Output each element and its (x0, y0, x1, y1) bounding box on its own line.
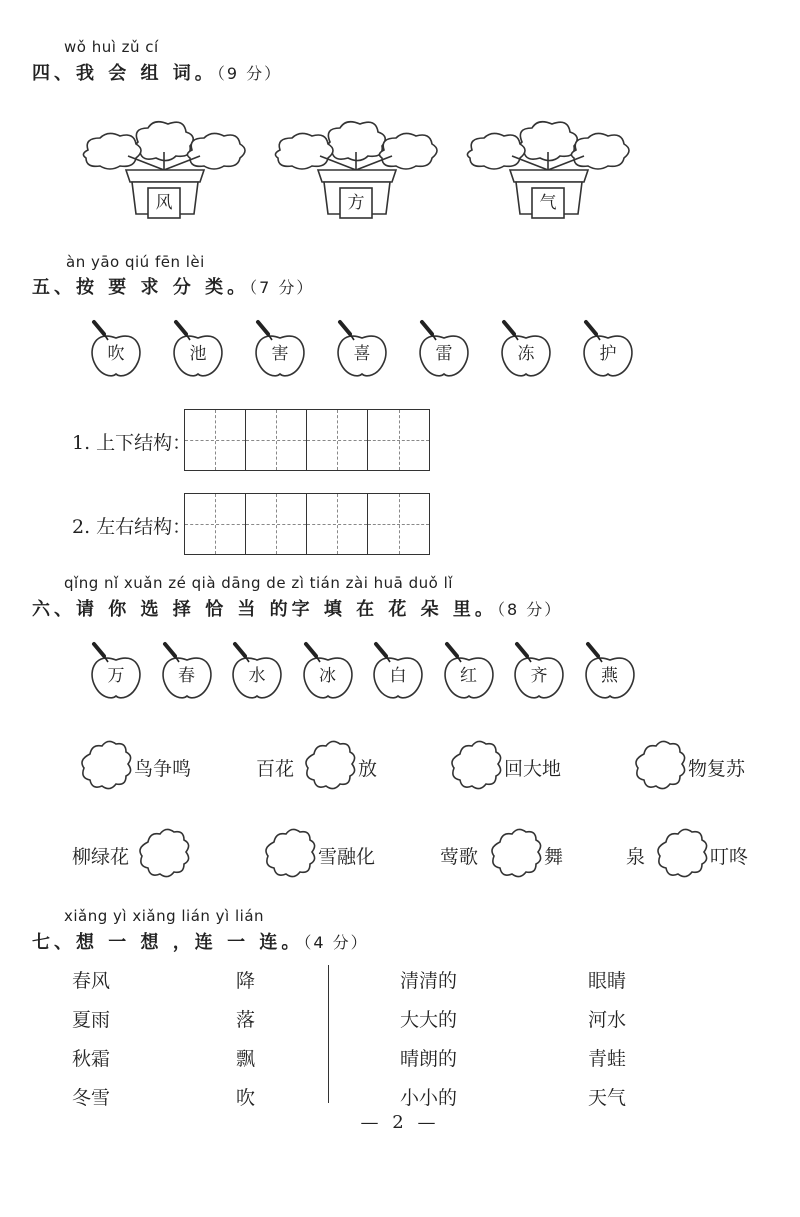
leaf-char: 万 (107, 666, 125, 686)
grid-cell[interactable] (368, 410, 429, 470)
leaf-card[interactable] (298, 640, 358, 704)
sec5-pinyin: àn yāo qiú fēn lèi (66, 253, 205, 271)
match-col2-item[interactable]: 吹 (236, 1087, 256, 1109)
match-col4-item[interactable]: 眼睛 (588, 970, 627, 992)
blank-c-after: 回大地 (504, 758, 562, 780)
leaf-card[interactable] (86, 640, 146, 704)
leaf-char: 害 (271, 344, 289, 364)
leaf-char: 喜 (353, 344, 371, 364)
match-col3-item[interactable]: 晴朗的 (400, 1048, 458, 1070)
pot-char: 气 (539, 193, 557, 213)
leaf-card[interactable] (332, 318, 392, 382)
leaf-char: 冰 (319, 666, 336, 686)
leaf-card[interactable] (250, 318, 310, 382)
match-col2-item[interactable]: 飘 (236, 1048, 256, 1070)
match-col1-item[interactable]: 春风 (72, 970, 111, 992)
match-col1-item[interactable]: 秋霜 (72, 1048, 111, 1070)
sec6-pinyin: qǐng nǐ xuǎn zé qià dāng de zì tián zài huā duǒ lǐ (64, 574, 453, 592)
leaf-char: 池 (189, 344, 207, 364)
grid-cell[interactable] (185, 494, 246, 554)
leaf-char: 冻 (517, 344, 535, 364)
blank-e-before: 柳绿花 (72, 846, 130, 868)
flower-blank-icon[interactable] (630, 740, 686, 792)
leaf-card[interactable] (368, 640, 428, 704)
row-label-left-right: 2. 左右结构： (72, 516, 192, 538)
match-col3-item[interactable]: 小小的 (400, 1087, 458, 1109)
leaf-char: 护 (599, 344, 617, 364)
page-number: — 2 — (360, 1112, 440, 1133)
blank-h-after: 叮咚 (710, 846, 749, 868)
leaf-char: 春 (178, 666, 195, 686)
grid-cell[interactable] (246, 410, 307, 470)
flower-pot-1 (80, 112, 250, 232)
sec6-heading: 六、请 你 选 择 恰 当 的字 填 在 花 朵 里。（8 分） (32, 599, 563, 620)
grid-cell[interactable] (246, 494, 307, 554)
leaf-char: 红 (460, 666, 477, 686)
leaf-card[interactable] (168, 318, 228, 382)
blank-f-after: 雪融化 (318, 846, 376, 868)
sec7-pinyin: xiǎng yì xiǎng lián yì lián (64, 907, 265, 925)
flower-blank-icon[interactable] (486, 828, 542, 880)
match-col2-item[interactable]: 落 (236, 1009, 256, 1031)
grid-cell[interactable] (307, 494, 368, 554)
flower-blank-icon[interactable] (446, 740, 502, 792)
leaf-card[interactable] (227, 640, 287, 704)
match-col3-item[interactable]: 清清的 (400, 970, 458, 992)
grid-cell[interactable] (368, 494, 429, 554)
blank-b-before: 百花 (256, 758, 295, 780)
leaf-char: 吹 (107, 344, 125, 364)
leaf-card[interactable] (86, 318, 146, 382)
match-col2-item[interactable]: 降 (236, 970, 256, 992)
match-col4-item[interactable]: 天气 (588, 1087, 627, 1109)
sec7-heading: 七、想 一 想 ，连 一 连。（4 分） (32, 932, 369, 953)
flower-blank-icon[interactable] (76, 740, 132, 792)
leaf-card[interactable] (509, 640, 569, 704)
grid-cell[interactable] (185, 410, 246, 470)
match-col4-item[interactable]: 青蛙 (588, 1048, 627, 1070)
writing-grid-left-right[interactable] (184, 493, 430, 555)
leaf-card[interactable] (578, 318, 638, 382)
leaf-card[interactable] (439, 640, 499, 704)
leaf-card[interactable] (414, 318, 474, 382)
writing-grid-top-bottom[interactable] (184, 409, 430, 471)
blank-b-after: 放 (358, 758, 378, 780)
flower-pot-2 (272, 112, 442, 232)
leaf-char: 燕 (601, 666, 618, 686)
flower-pot-3 (464, 112, 634, 232)
flower-blank-icon[interactable] (260, 828, 316, 880)
flower-blank-icon[interactable] (300, 740, 356, 792)
sec4-pinyin: wǒ huì zǔ cí (64, 38, 159, 56)
match-col4-item[interactable]: 河水 (588, 1009, 627, 1031)
pot-char: 风 (155, 193, 173, 213)
leaf-char: 水 (248, 666, 266, 686)
row-label-top-bottom: 1. 上下结构： (72, 432, 192, 454)
leaf-char: 雷 (435, 344, 453, 364)
match-col1-item[interactable]: 冬雪 (72, 1087, 111, 1109)
blank-a-after: 鸟争鸣 (134, 758, 192, 780)
leaf-char: 白 (389, 666, 407, 686)
leaf-card[interactable] (496, 318, 556, 382)
blank-d-after: 物复苏 (688, 758, 746, 780)
pot-char: 方 (347, 193, 365, 213)
leaf-card[interactable] (157, 640, 217, 704)
match-col1-item[interactable]: 夏雨 (72, 1009, 111, 1031)
grid-cell[interactable] (307, 410, 368, 470)
blank-h-before: 泉 (626, 846, 646, 868)
blank-g-after: 舞 (544, 846, 564, 868)
flower-blank-icon[interactable] (134, 828, 190, 880)
sec4-heading: 四、我 会 组 词。（9 分） (32, 63, 283, 84)
leaf-char: 齐 (530, 666, 548, 686)
match-col3-item[interactable]: 大大的 (400, 1009, 458, 1031)
flower-blank-icon[interactable] (652, 828, 708, 880)
leaf-card[interactable] (580, 640, 640, 704)
column-divider (328, 965, 329, 1103)
sec5-heading: 五、按 要 求 分 类。（7 分） (32, 277, 315, 298)
blank-g-before: 莺歌 (440, 846, 479, 868)
